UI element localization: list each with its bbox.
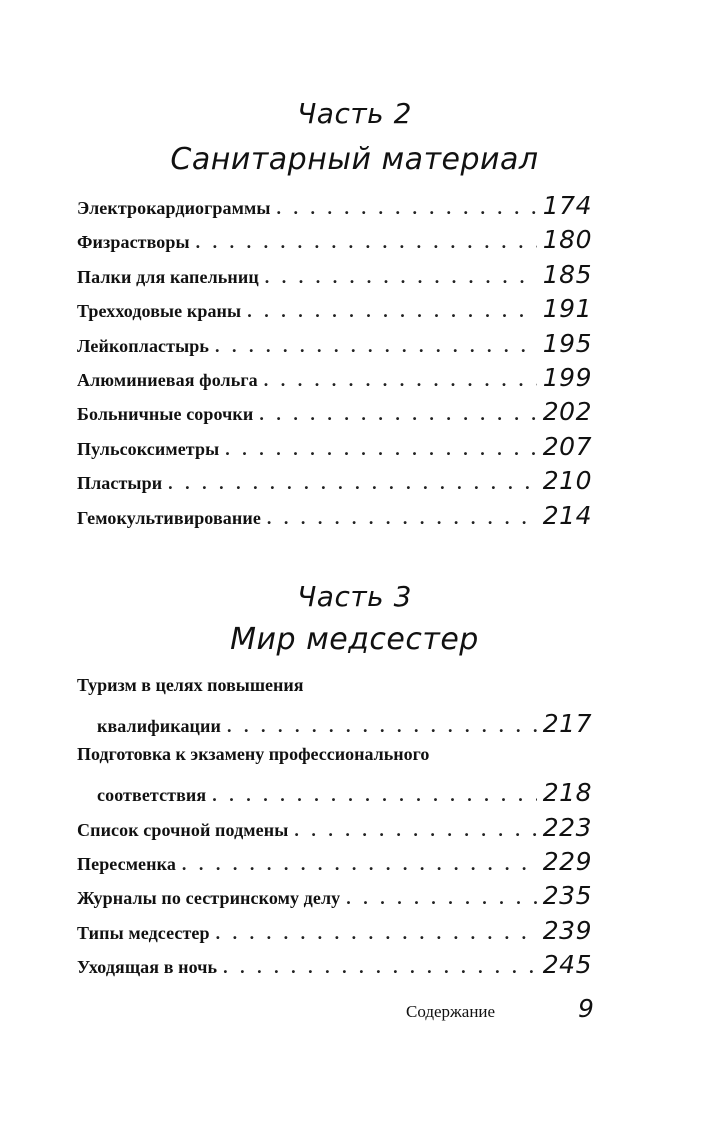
toc-leader-dots	[346, 888, 537, 909]
part-3-label: Часть 3	[297, 580, 412, 613]
toc-entry-title: Уходящая в ночь	[77, 957, 218, 978]
part-2-toc-list	[77, 191, 592, 535]
toc-leader-dots	[216, 923, 537, 944]
toc-entry-page: 235	[542, 881, 592, 911]
toc-entry-title: Алюминиевая фольга	[77, 369, 258, 390]
footer-section-title: Содержание	[406, 1002, 496, 1021]
part-2-label: Часть 2	[297, 97, 412, 130]
toc-entry[interactable]	[77, 466, 592, 500]
toc-entry-title: Пластыри	[77, 473, 163, 494]
toc-leader-dots	[277, 198, 537, 219]
toc-entry-title: Журналы по сестринскому делу	[77, 888, 341, 909]
toc-entry-title: Гемокультивирование	[77, 507, 261, 528]
toc-entry[interactable]	[77, 916, 592, 950]
toc-entry-page: 199	[542, 362, 592, 392]
toc-entry[interactable]	[77, 191, 592, 225]
toc-entry[interactable]	[77, 329, 592, 363]
toc-leader-dots	[264, 370, 537, 391]
toc-entry[interactable]	[77, 847, 592, 881]
toc-entry-title-line1: Подготовка к экзамену профессионального	[77, 743, 430, 764]
toc-entry-title: Лейкопластырь	[77, 335, 209, 356]
toc-leader-dots	[247, 301, 537, 322]
toc-entry-page: 191	[542, 294, 592, 324]
toc-entry[interactable]	[77, 709, 592, 743]
toc-entry[interactable]	[77, 881, 592, 915]
part-3-toc-list	[77, 675, 592, 985]
toc-entry[interactable]	[77, 397, 592, 431]
toc-entry-page: 223	[542, 812, 592, 842]
toc-entry-title: Пульсоксиметры	[77, 438, 220, 459]
toc-entry-page: 210	[542, 466, 592, 496]
toc-leader-dots	[225, 439, 537, 460]
toc-leader-dots	[227, 716, 537, 737]
toc-entry[interactable]	[77, 501, 592, 535]
toc-entry-page: 214	[542, 500, 592, 530]
toc-leader-dots	[267, 508, 537, 529]
toc-leader-dots	[223, 957, 537, 978]
toc-leader-dots	[212, 785, 537, 806]
toc-entry[interactable]	[77, 363, 592, 397]
toc-entry-title: Трехходовые краны	[77, 301, 242, 322]
toc-entry-title: Типы медсестер	[77, 922, 210, 943]
toc-entry-page: 185	[542, 259, 592, 289]
toc-entry[interactable]	[77, 432, 592, 466]
toc-entry[interactable]	[77, 225, 592, 259]
toc-leader-dots	[259, 404, 536, 425]
part-3-title: Мир медсестер	[230, 622, 479, 657]
toc-entry[interactable]	[77, 778, 592, 812]
toc-entry-title: квалификации	[97, 716, 221, 737]
toc-entry[interactable]	[77, 950, 592, 984]
part-2-title: Санитарный материал	[170, 142, 539, 177]
toc-leader-dots	[182, 854, 537, 875]
toc-entry-title: Больничные сорочки	[77, 404, 254, 425]
toc-entry-page: 174	[542, 191, 592, 220]
toc-entry-page: 239	[542, 915, 592, 945]
toc-entry[interactable]	[77, 294, 592, 328]
toc-entry-page: 217	[542, 709, 592, 739]
toc-entry-title-line1: Туризм в целях повышения	[77, 675, 304, 695]
toc-entry-page: 245	[542, 950, 592, 980]
toc-entry-page: 195	[542, 328, 592, 358]
toc-leader-dots	[265, 267, 537, 288]
toc-entry-title: Список срочной подмены	[77, 819, 289, 840]
toc-leader-dots	[294, 820, 536, 841]
toc-entry-page: 218	[542, 778, 592, 808]
toc-entry-page: 202	[542, 397, 592, 427]
toc-entry[interactable]	[77, 813, 592, 847]
toc-entry-title: Физрастворы	[77, 232, 190, 253]
toc-entry-page: 180	[542, 225, 592, 255]
toc-entry-title: Электрокардиограммы	[77, 198, 271, 218]
footer-page-number: 9	[578, 994, 594, 1023]
toc-entry[interactable]	[77, 260, 592, 294]
toc-leader-dots	[168, 473, 537, 494]
toc-entry-title: Пересменка	[77, 853, 176, 874]
toc-entry-page: 229	[542, 846, 592, 876]
toc-leader-dots	[196, 232, 537, 253]
toc-entry-page: 207	[542, 431, 592, 461]
toc-leader-dots	[215, 336, 537, 357]
toc-entry-title: Палки для капельниц	[77, 266, 259, 287]
toc-entry-title: соответствия	[97, 785, 207, 806]
